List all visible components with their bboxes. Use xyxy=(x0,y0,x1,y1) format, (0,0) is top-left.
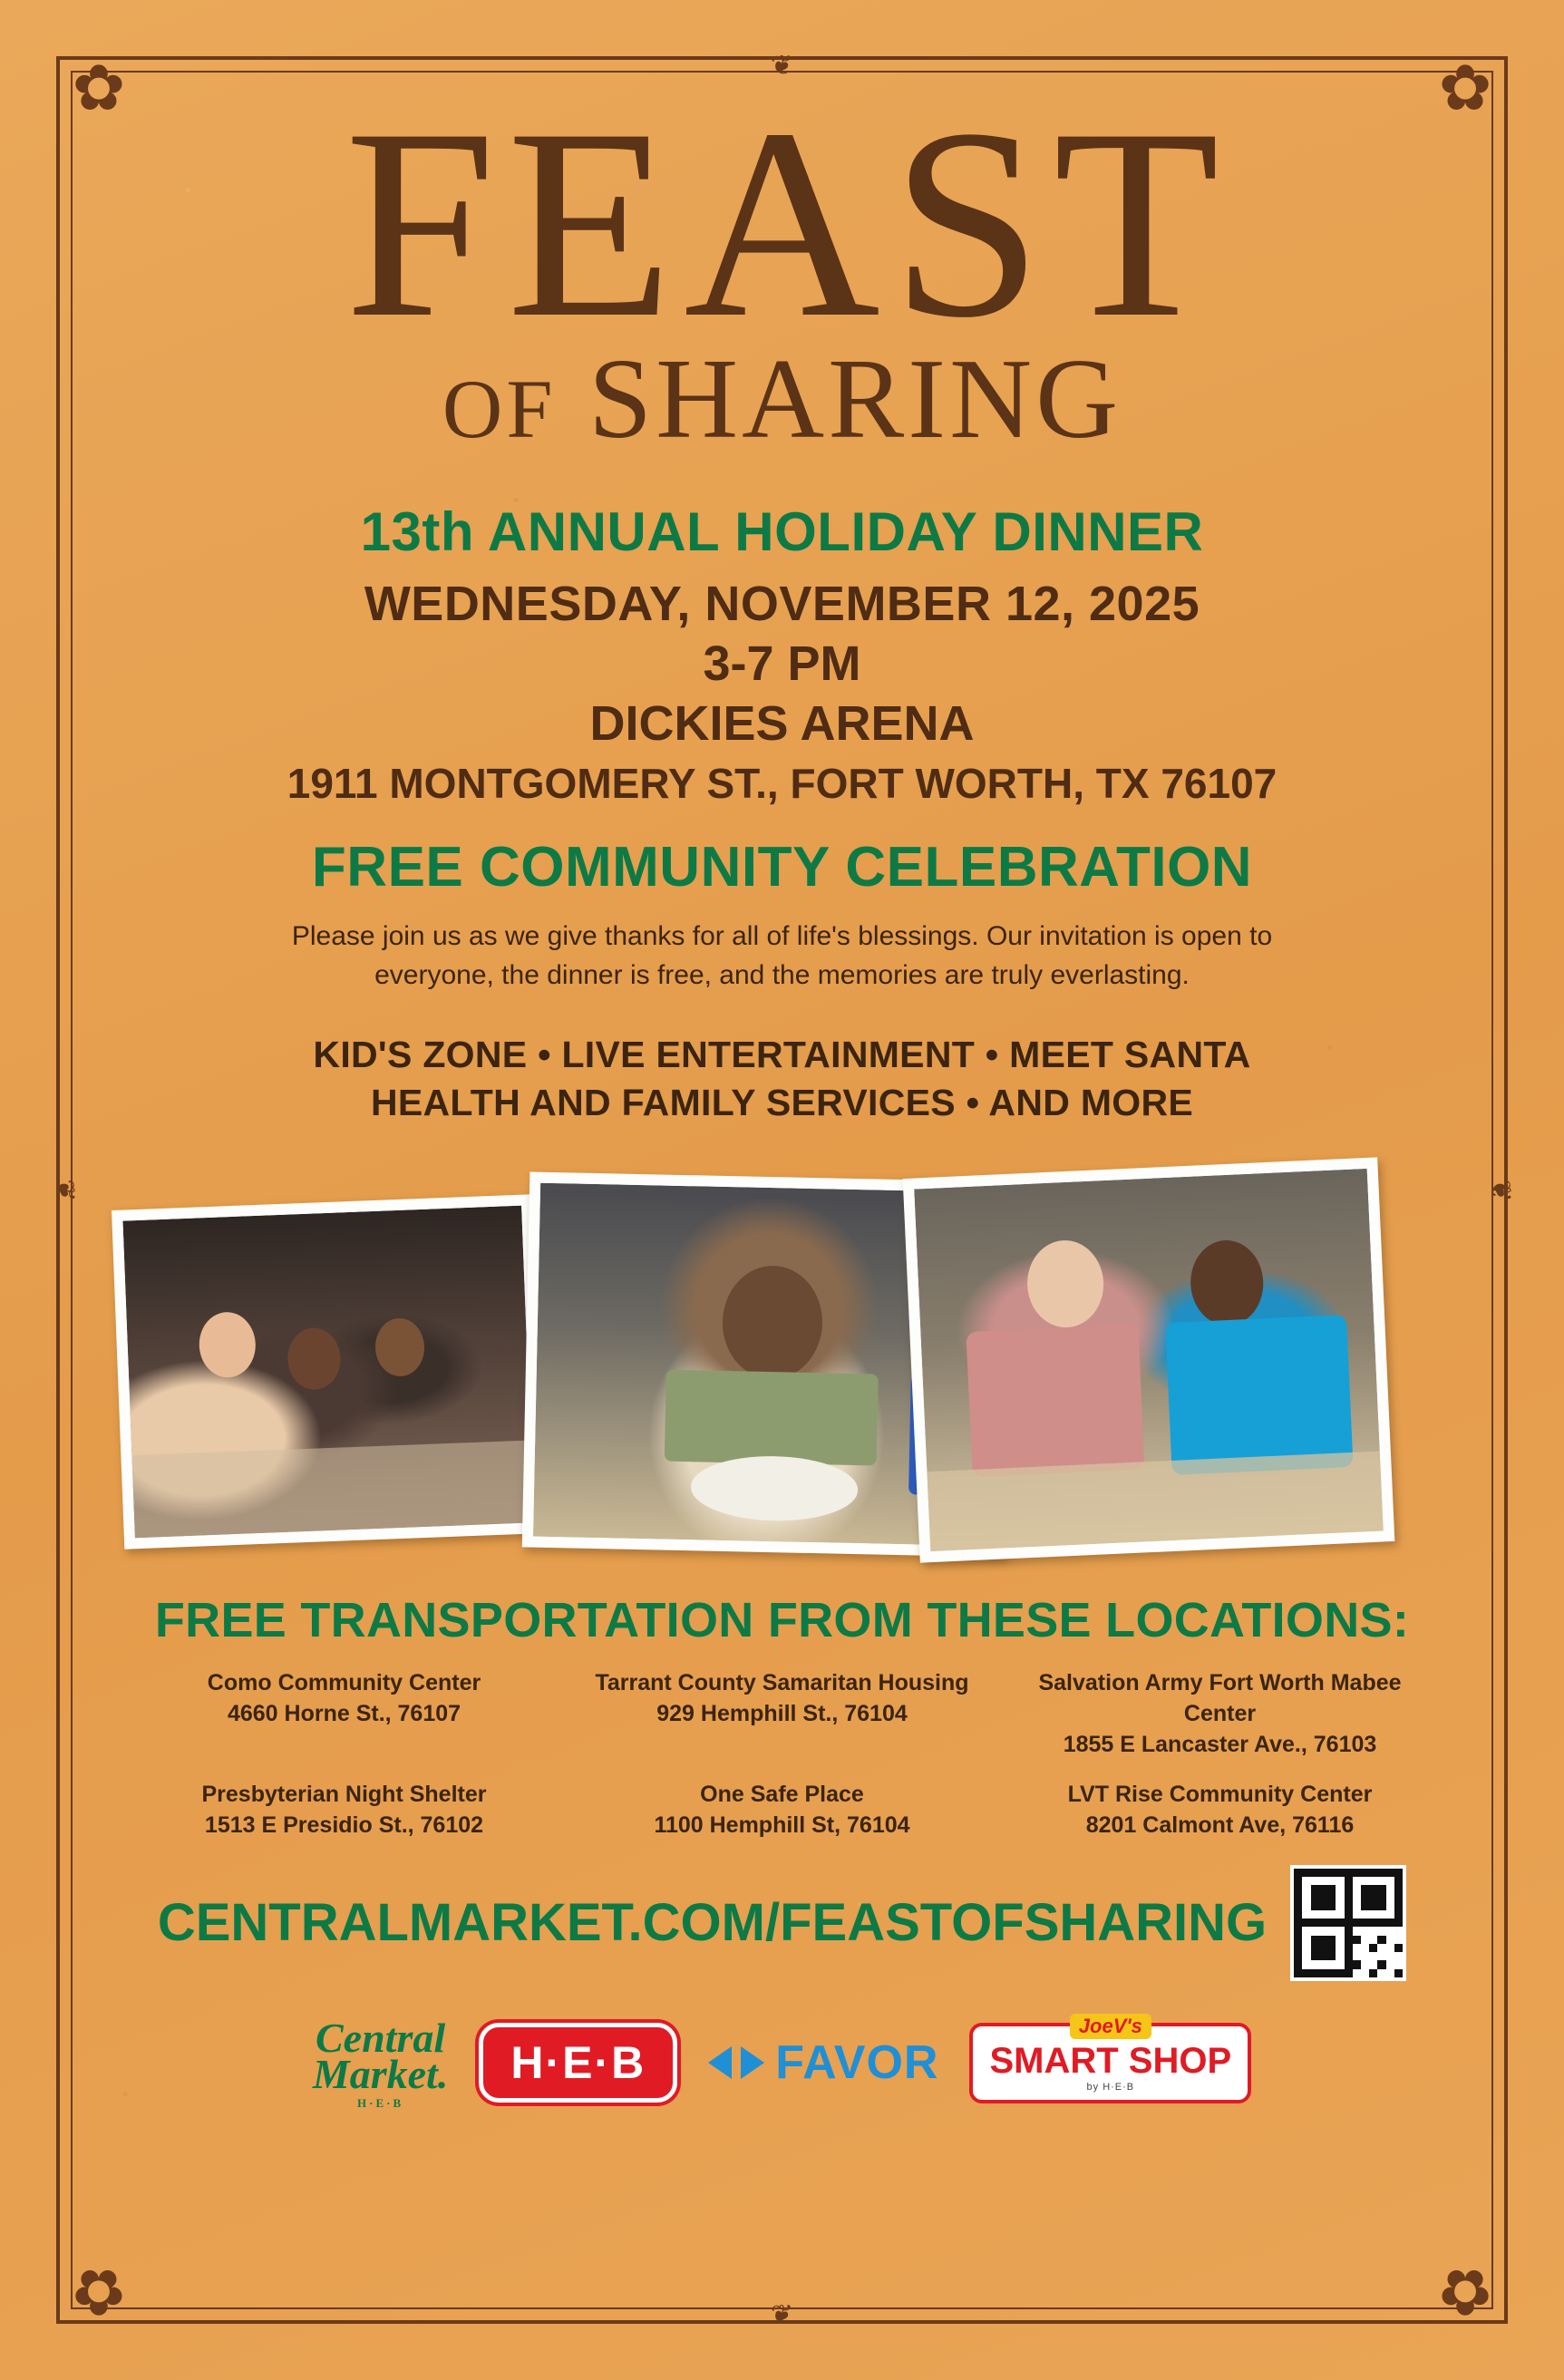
location-address: 1100 Hemphill St, 76104 xyxy=(654,1812,910,1839)
qr-code-icon[interactable] xyxy=(1290,1865,1406,1981)
central-market-logo xyxy=(312,2014,449,2110)
edge-ornament-icon: ❦ xyxy=(770,51,794,81)
central-market-tagline: H·E·B xyxy=(357,2095,404,2110)
corner-ornament-icon: ✿ xyxy=(72,53,126,123)
website-url[interactable]: CENTRALMARKET.COM/FEASTOFSHARING xyxy=(157,1893,1268,1953)
features-list xyxy=(100,1031,1464,1126)
location-name: Como Community Center xyxy=(207,1670,481,1696)
bowtie-icon xyxy=(708,2046,764,2079)
corner-ornament-icon: ✿ xyxy=(1438,2257,1492,2327)
photo-collage xyxy=(100,1159,1464,1567)
transportation-heading: FREE TRANSPORTATION FROM THESE LOCATIONS: xyxy=(154,1593,1410,1648)
central-market-line1: Central xyxy=(316,2014,446,2061)
central-market-line2: Market. xyxy=(312,2050,449,2097)
poster-title-feast: FEAST xyxy=(345,73,1230,374)
photo-volunteers-image xyxy=(122,1206,533,1539)
smart-shop-joes: JoeV's xyxy=(1070,2014,1151,2039)
event-time: 3-7 PM xyxy=(703,636,861,691)
edge-ornament-icon: ❦ xyxy=(770,2300,794,2330)
location-item xyxy=(1012,1668,1428,1760)
photo-volunteers xyxy=(112,1194,545,1549)
website-row xyxy=(100,1865,1464,1981)
event-address: 1911 MONTGOMERY ST., FORT WORTH, TX 76107 xyxy=(287,760,1277,807)
location-item xyxy=(1012,1780,1428,1841)
edge-ornament-icon: ❦ xyxy=(1485,1178,1516,1202)
smart-shop-logo xyxy=(969,2014,1251,2103)
location-item xyxy=(574,1780,990,1841)
annual-heading: 13th ANNUAL HOLIDAY DINNER xyxy=(360,501,1204,562)
poster-title-sharing: SHARING xyxy=(588,336,1122,462)
corner-ornament-icon: ✿ xyxy=(1438,53,1492,123)
favor-logo xyxy=(708,2035,938,2090)
favor-logo-text: FAVOR xyxy=(775,2036,939,2090)
edge-ornament-icon: ❦ xyxy=(49,1178,80,1202)
poster-content xyxy=(100,73,1464,2110)
location-name: One Safe Place xyxy=(700,1782,864,1808)
smart-shop-sub: by H·E·B xyxy=(1086,2081,1135,2093)
location-name: Salvation Army Fort Worth Mabee Center xyxy=(1038,1670,1402,1726)
features-line-2: HEALTH AND FAMILY SERVICES • AND MORE xyxy=(370,1081,1194,1123)
photo-guests-image xyxy=(914,1169,1384,1551)
corner-ornament-icon: ✿ xyxy=(72,2257,126,2327)
poster-title-of: OF xyxy=(442,363,557,455)
transportation-locations xyxy=(100,1668,1464,1841)
photo-guests xyxy=(903,1157,1395,1562)
location-address: 929 Hemphill St., 76104 xyxy=(656,1700,908,1726)
free-celebration-heading: FREE COMMUNITY CELEBRATION xyxy=(311,836,1253,899)
features-line-1: KID'S ZONE • LIVE ENTERTAINMENT • MEET SANTA xyxy=(313,1034,1251,1076)
smart-shop-main: SMART SHOP xyxy=(989,2040,1232,2081)
location-item xyxy=(136,1780,552,1841)
location-item xyxy=(574,1668,990,1760)
location-address: 8201 Calmont Ave, 76116 xyxy=(1085,1812,1355,1839)
sponsor-logos xyxy=(100,2014,1464,2110)
location-name: Tarrant County Samaritan Housing xyxy=(595,1670,969,1696)
event-venue: DICKIES ARENA xyxy=(589,696,975,751)
invitation-blurb: Please join us as we give thanks for all of life's blessings. Our invitation is open to everyone, the dinner is free, and the memories are truly everlasting. xyxy=(291,921,1273,990)
location-address: 4660 Horne St., 76107 xyxy=(227,1700,461,1726)
heb-logo: H·E·B xyxy=(479,2023,677,2103)
poster-title-of-sharing xyxy=(100,336,1464,462)
location-item xyxy=(136,1668,552,1760)
event-date: WEDNESDAY, NOVEMBER 12, 2025 xyxy=(364,577,1200,631)
location-name: Presbyterian Night Shelter xyxy=(201,1782,487,1808)
location-name: LVT Rise Community Center xyxy=(1067,1782,1373,1808)
location-address: 1855 E Lancaster Ave., 76103 xyxy=(1063,1731,1377,1757)
location-address: 1513 E Presidio St., 76102 xyxy=(204,1812,484,1839)
